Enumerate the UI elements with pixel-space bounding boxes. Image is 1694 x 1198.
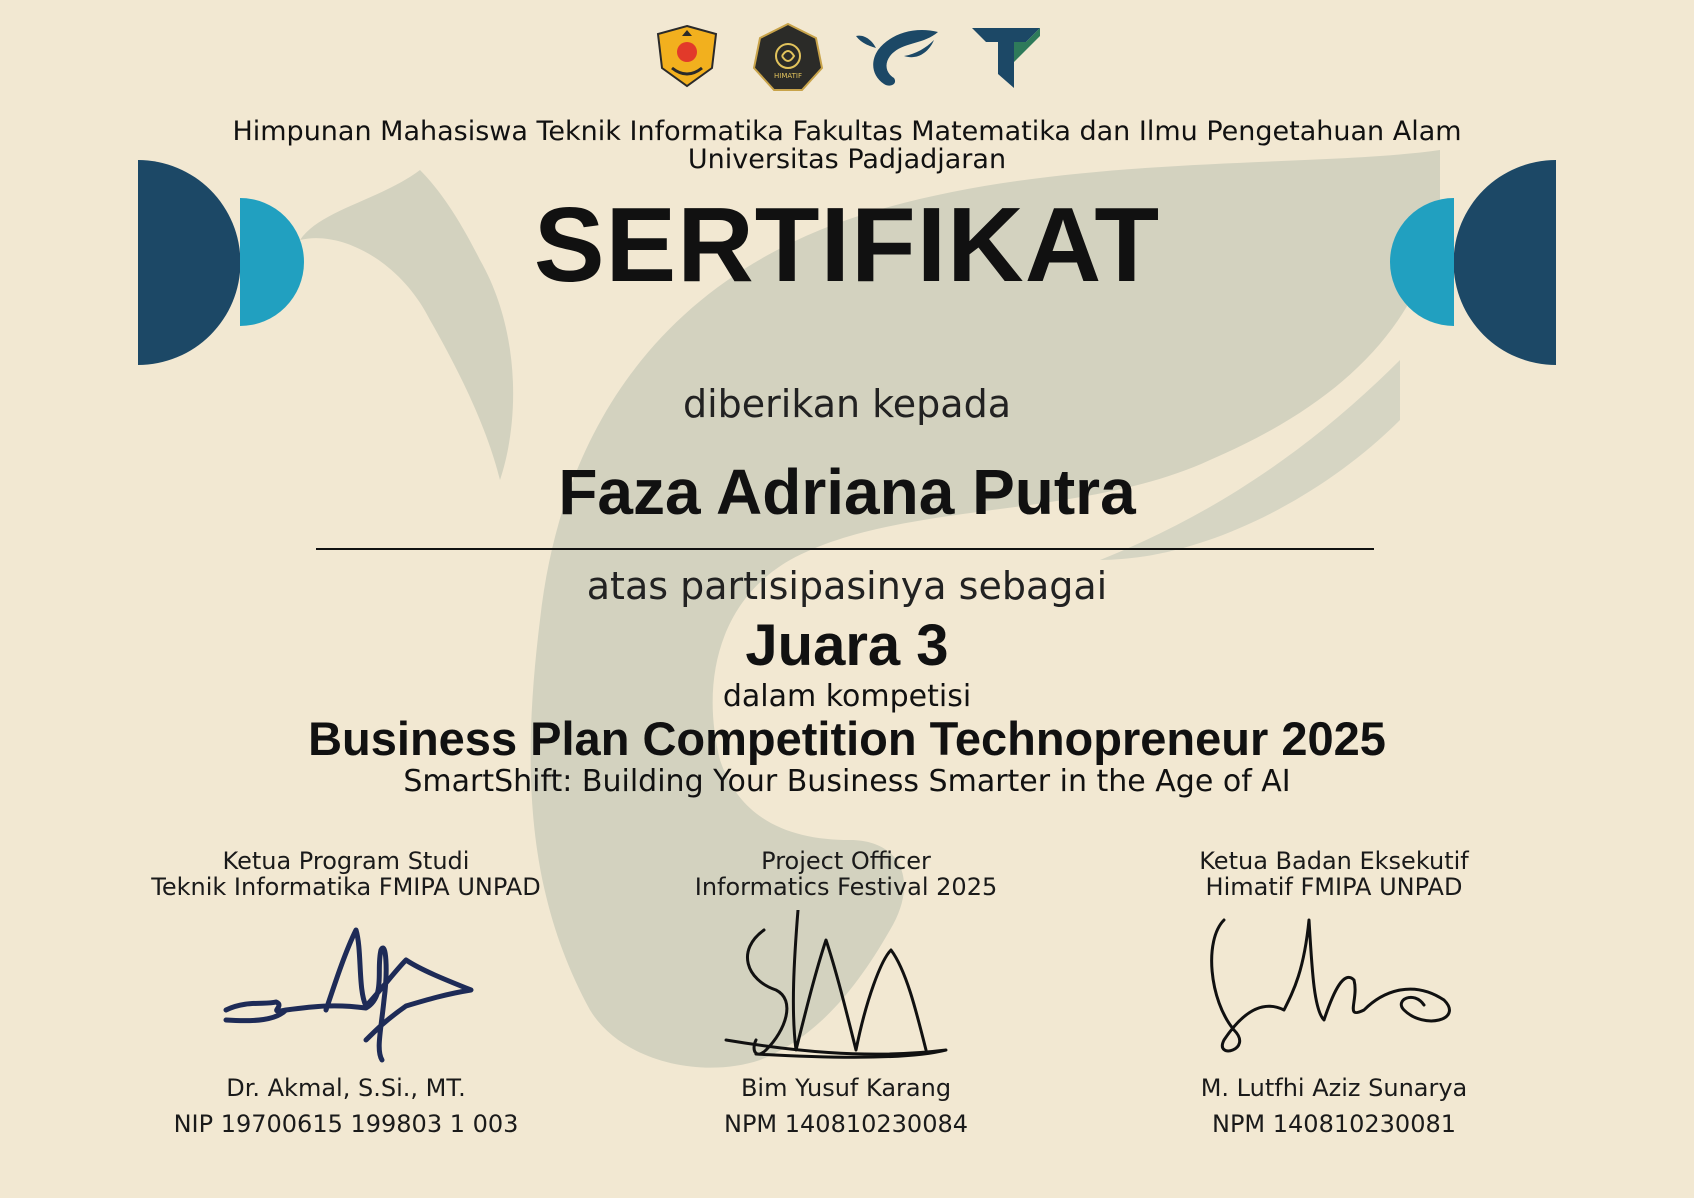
- participation-text: atas partisipasinya sebagai: [586, 564, 1108, 608]
- signatory-role-line-2: Himatif FMIPA UNPAD: [1205, 873, 1463, 901]
- signatory-role-line-2: Teknik Informatika FMIPA UNPAD: [151, 873, 541, 901]
- signatory-1: [86, 847, 606, 1138]
- signature-1-icon: [206, 910, 486, 1080]
- signatory-name: Bim Yusuf Karang: [740, 1074, 952, 1102]
- recipient-underline: [316, 548, 1374, 550]
- signature-2-icon: [706, 910, 986, 1080]
- signatory-2: [586, 847, 1106, 1138]
- signatory-role-line-2: Informatics Festival 2025: [694, 873, 998, 901]
- signatory-role-line-1: Project Officer: [761, 847, 931, 875]
- wave-logo-icon: [854, 26, 940, 88]
- signatory-id: NPM 140810230084: [724, 1110, 968, 1138]
- signatory-name: M. Lutfhi Aziz Sunarya: [1200, 1074, 1468, 1102]
- organization-line-2: Universitas Padjadjaran: [687, 144, 1007, 175]
- organization-line-1: Himpunan Mahasiswa Teknik Informatika Fakultas Matematika dan Ilmu Pengetahuan Alam: [232, 116, 1462, 147]
- signatory-role-line-1: Ketua Badan Eksekutif: [1199, 847, 1469, 875]
- signatory-role-line-1: Ketua Program Studi: [222, 847, 470, 875]
- certificate-title: SERTIFIKAT: [533, 186, 1161, 304]
- in-competition-text: dalam kompetisi: [722, 679, 972, 714]
- rank-text: Juara 3: [745, 613, 949, 678]
- signatory-id: NIP 19700615 199803 1 003: [173, 1110, 519, 1138]
- unpad-emblem-icon: [654, 24, 720, 90]
- signatory-id: NPM 140810230081: [1212, 1110, 1456, 1138]
- given-to-text: diberikan kepada: [683, 382, 1011, 426]
- t-logo-icon: [970, 26, 1042, 90]
- signatory-3: [1074, 847, 1594, 1138]
- competition-name: Business Plan Competition Technopreneur 2025: [308, 712, 1386, 765]
- himatif-logo-text: HIMATIF: [774, 72, 802, 80]
- recipient-name: Faza Adriana Putra: [558, 456, 1136, 528]
- competition-theme: SmartShift: Building Your Business Smarter in the Age of AI: [403, 764, 1291, 799]
- signature-3-icon: [1194, 910, 1474, 1080]
- himatif-badge-icon: [752, 22, 824, 94]
- signatory-name: Dr. Akmal, S.Si., MT.: [226, 1074, 466, 1102]
